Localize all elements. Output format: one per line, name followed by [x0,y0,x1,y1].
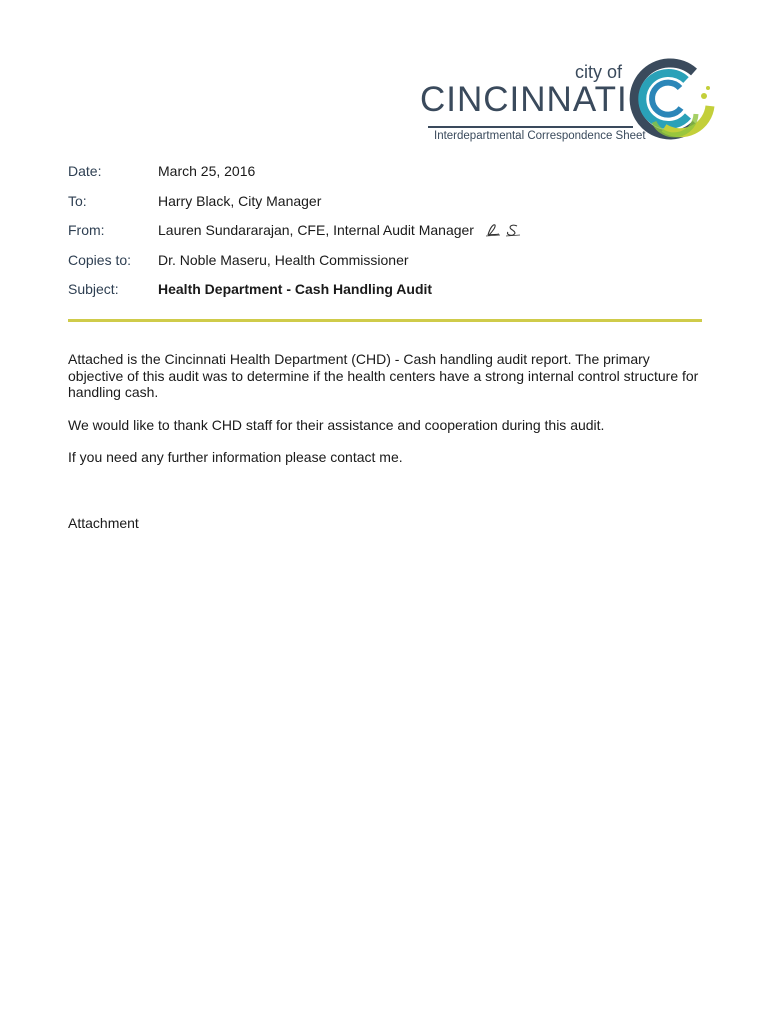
from-value: Lauren Sundararajan, CFE, Internal Audit Manager [158,222,474,238]
to-row [68,193,708,223]
memo-fields [68,163,708,311]
subject-label: Subject: [68,281,119,297]
header-divider [68,319,702,322]
date-row [68,163,708,193]
correspondence-sheet-title: Interdepartmental Correspondence Sheet [434,130,646,142]
from-label: From: [68,222,105,238]
copies-label: Copies to: [68,251,132,268]
city-c-logo-icon [624,58,716,140]
attachment-note: Attachment [68,515,139,531]
logo-rule [428,126,633,128]
copies-value: Dr. Noble Maseru, Health Commissioner [158,251,409,268]
body-paragraph-2: We would like to thank CHD staff for their assistance and cooperation during this audit. [68,416,605,433]
subject-value: Health Department - Cash Handling Audit [158,281,433,297]
body-paragraph-3: If you need any further information please contact me. [68,449,403,465]
memo-body [68,351,708,482]
date-label: Date: [68,163,102,179]
logo-cincinnati-text: CINCINNATI [420,80,628,119]
copies-row [68,252,708,282]
body-paragraph-1: Attached is the Cincinnati Health Department (CHD) - Cash handling audit report. The primary objective of this audit was to determine if the health centers have a strong internal control structure for handling cash. [68,351,699,400]
subject-row [68,281,708,311]
to-value: Harry Black, City Manager [158,192,322,209]
from-value-wrap [158,222,524,238]
to-label: To: [68,192,87,209]
city-logo [420,58,720,148]
logo-city-of-text: city of [575,62,623,82]
from-row [68,222,708,252]
handwritten-initials-signature [484,222,524,238]
date-value: March 25, 2016 [158,163,256,179]
